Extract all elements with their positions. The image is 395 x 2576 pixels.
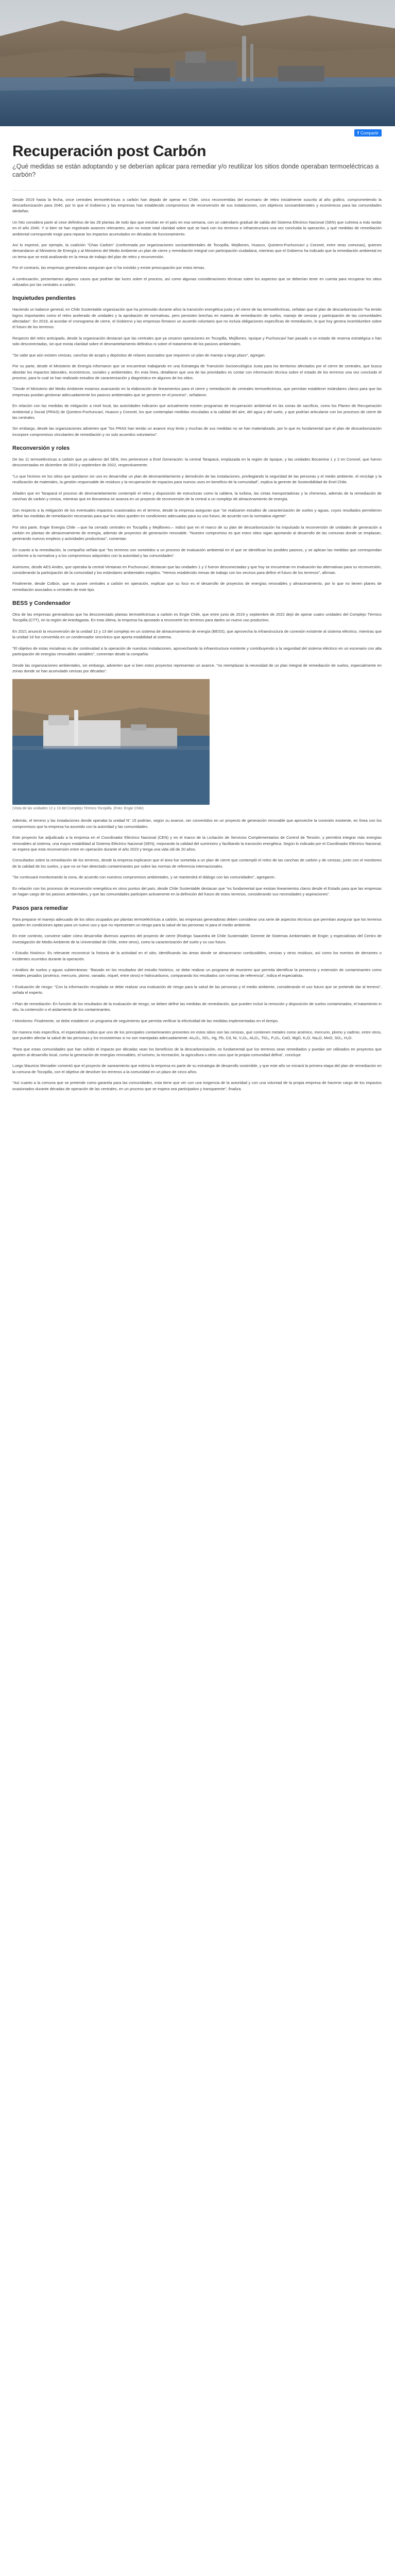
paragraph: • Evaluación de riesgo: "Con la información recopilada se debe realizar una evaluación de riesgo para la salud de las personas y el medio ambiente, considerando el uso futuro que se pretende dar al terreno", señala el experto. [12, 985, 382, 995]
section-heading: BESS y Condensador [12, 600, 71, 606]
paragraph: Finalmente, desde Colbún, que no posee centrales a carbón en operación, explican que su foco es el desarrollo de proyectos de energías renovables y almacenamiento, por lo que no tienen planes de remediación asociados a centrales de este tipo. [12, 581, 382, 592]
paragraph: • Monitoreo: Finalmente, se debe establecer un programa de seguimiento que permita verificar la efectividad de las medidas implementadas en el tiempo. [12, 1018, 279, 1023]
paragraph: Por otra parte, Engie Energía Chile —que ha cerrado centrales en Tocopilla y Mejillones— indicó que en el marco de su plan de descarbonización ha impulsado la reconversión de unidades de generación a carbón en plantas de almacenamiento de energía, además de proyectos de generación renovable. "Nuestro compromiso es que estos sitios sigan aportando al desarrollo de las comunas donde se emplazan, generando nuevos empleos y actividades productivas", comentan. [12, 524, 382, 541]
paragraph: Este proyecto fue adjudicado a la empresa en el Coordinador Eléctrico Nacional (CEN) y en el marco de la Licitación de Servicios Complementarios de Control de Tensión, y permitirá integrar más energías renovables al sistema, una mayor estabilidad al Sistema Eléctrico Nacional (SEN), mejorando la calidad del suministro y facilitando la transición energética. Según lo indicado por el Coordinador Eléctrico Nacional, se espera que esta reconversión entre en operación durante el año 2023 y tenga una vida útil de 20 años. [12, 835, 382, 852]
paragraph: En relación con las medidas de mitigación a nivel local, las autoridades indicaron que actualmente existen programas de recuperación ambiental en las zonas de sacrificio, como los Planes de Recuperación Ambiental y Social (PRAS) de Quintero-Puchuncaví, Huasco y Coronel, los que contemplan medidas vinculadas a la calidad del aire, del agua y del suelo, y que podrían articularse con los procesos de cierre de las centrales. [12, 403, 382, 420]
share-row [12, 128, 382, 138]
paragraph: En 2021 anunció la reconversión de la unidad 12 y 13 del complejo en un sistema de almacenamiento de energía (BESS), que aprovecha la infraestructura de conexión existente al sistema eléctrico, mientras que la unidad 16 fue convertida en un condensador sincrónico que aporta estabilidad al sistema. [12, 629, 382, 639]
divider [12, 190, 382, 191]
article [0, 128, 395, 1092]
paragraph: • Plan de remediación: En función de los resultados de la evaluación de riesgo, se deben definir las medidas de remediación, que pueden incluir la remoción y disposición de suelos contaminados, el tratamiento in situ, la contención o el aislamiento de los contaminantes. [12, 1002, 382, 1012]
paragraph: • Análisis de suelos y aguas subterráneas: "Basado en los resultados del estudio histórico, se debe realizar un programa de muestreo que permita identificar la presencia y extensión de contaminantes como metales pesados (arsénico, mercurio, plomo, vanadio, níquel, entre otros) e hidrocarburos, comparando los resultados con normas de referencia", indica el especialista. [12, 968, 382, 978]
article-subtitle: ¿Qué medidas se están adoptando y se deberían aplicar para remediar y/o reutilizar los sitios donde operaban termoeléctricas a carbón? [12, 163, 379, 178]
paragraph: Luego Mauricio Menadier comentó que el proyecto de saneamiento que estima la empresa es parte de su estrategia de desarrollo sostenible, y que este año se iniciará la primera etapa del plan de remediación en la comuna de Tocopilla, con el objetivo de devolver los terrenos a la comunidad en un plazo de cinco años. [12, 1063, 382, 1074]
paragraph: Por su parte, desde el Ministerio de Energía informaron que se encuentran trabajando en una Estrategia de Transición Socioecológica Justa para los territorios afectados por el cierre de centrales, que busca abordar los impactos laborales, económicos, sociales y ambientales. En esta línea, detallaron que una de las prioridades es contar con información técnica sobre el estado de los terrenos una vez concluido el proceso, para lo cual se han realizado estudios de caracterización y diagnóstico en algunos de los sitios. [12, 364, 382, 380]
tocopilla-complex-photo [12, 679, 210, 805]
figure-caption: (Vista de las unidades 12 y 13 del Complejo Térmico Tocopilla. (Foto: Engie Chile) [12, 807, 144, 811]
paragraph: Desde 2019 hasta la fecha, once centrales termoeléctricas a carbón han dejado de operar en Chile, cinco reconvertidas del escenario de retiro inicialmente suscrito al año gráfico, comprometiendo la descarbonización para 2040, por lo que el Gobierno y las empresas han establecido compromisos de reconversión de sus instalaciones, con objetivos socioambientales y económicos para las comunidades aledañas. [12, 197, 382, 214]
section-heading: Inquietudes pendientes [12, 295, 76, 302]
paragraph: Un hito considera parte al cese definitivo de las 28 plantas de todo tipo que existían en el país en esa semana, con un calendario gradual de salida del Sistema Eléctrico Nacional (SEN) que culmina a más tardar en el año 2040. Y si bien se han registrado avances relevantes, aún no existe total claridad sobre qué se hará con los terrenos e infraestructura una vez concluida la operación, y qué medidas de remediación ambiental corresponde exigir para reparar los impactos acumulados en décadas de funcionamiento. [12, 220, 382, 236]
paragraph: Además, el terreno y las instalaciones donde operaba la unidad N° 15 podrían, según su avance, ser convertidos en un proyecto de generación renovable que aproveche la conexión existente, en línea con los compromisos que la empresa ha asumido con la autoridad y las comunidades. [12, 818, 382, 829]
paragraph: De las 11 termoeléctricas a carbón que ya salieron del SEN, tres pertenecen a Enel Generación: la central Tarapacá, emplazada en la región de Iquique, y las unidades Bocamina 1 y 2 en Coronel, que fueron desconectadas en diciembre de 2019 y septiembre de 2022, respectivamente. [12, 456, 382, 468]
article-title: Recuperación post Carbón [12, 143, 207, 160]
paragraph: Consultados sobre la remediación de los terrenos, desde la empresa explicaron que el área fue sometida a un plan de cierre que contempló el retiro de las canchas de carbón y de cenizas, junto con el monitoreo de la calidad de los suelos, y que no se han detectado contaminantes por sobre las normas de referencia internacionales. [12, 858, 382, 869]
paragraph: Asimismo, desde AES Andes, que operaba la central Ventanas en Puchuncaví, destacan que las unidades 1 y 2 fueron desconectadas y que hoy se encuentran en evaluación las alternativas para su reconversión, considerando la participación de la comunidad y los estándares ambientales exigidos. "Hemos establecido mesas de trabajo con los vecinos para definir el futuro de los terrenos", afirman. [12, 564, 382, 575]
paragraph: Otra de las empresas generadoras que ha desconectado plantas termoeléctricas a carbón es Engie Chile, que entre junio de 2019 y septiembre de 2022 dejó de operar cuatro unidades del Complejo Térmico Tocopilla (CTT), en la región de Antofagasta. En esta última, la empresa ha apostado a reconvertir los terrenos para darles un nuevo uso productivo. [12, 612, 382, 623]
share-label: Compartir [360, 130, 379, 135]
paragraph: Para preparar el manejo adecuado de los sitios ocupados por plantas termoeléctricas a carbón, las empresas generadoras deben considerar una serie de aspectos técnicos que permitan asegurar que los terrenos queden en condiciones aptas para un nuevo uso y que no representen un riesgo para la salud de las personas ni para el medio ambiente. [12, 917, 382, 927]
paragraph: A continuación, presentamos algunos casos que podrían dar luces sobre el proceso, así como algunas consideraciones técnicas sobre los aspectos que se deberían tener en cuenta para recuperar los sitios utilizados por las centrales a carbón. [12, 277, 382, 287]
paragraph: De manera más específica, el especialista indica que uno de los principales contaminantes presentes en estos sitios son las cenizas, que contienen metales como arsénico, mercurio, plomo y cadmio, entre otros, que pueden afectar la salud de las personas y los ecosistemas si no son manejadas adecuadamente: As₂O₃, SO₄, Hg, Pb, Cd, Ni, V₂O₅, Al₂O₃, TiO₂, P₂O₅, CaO, MgO, K₂O, Na₂O, MnO, SO₃, H₂O. [12, 1029, 382, 1040]
paragraph: En este contexto, conviene saber cómo desarrollar diversos aspectos del proyecto de cierre (Rodrigo Saavedra de Chile Sustentable; Gerente de Sistemas Ambientales de Engie; y especialistas del Centro de Investigación de Medio Ambiente de la Universidad de Chile, entre otros), como la caracterización del suelo y su uso futuro. [12, 934, 382, 944]
paragraph: "Para que estas comunidades que han sufrido el impacto por décadas vean los beneficios de la descarbonización, es fundamental que los terrenos sean remediados y puedan ser utilizados en proyectos que aporten al desarrollo local, como la generación de energías renovables, el turismo, la recreación, la agricultura u otros usos que la propia comunidad defina", concluye. [12, 1046, 382, 1057]
paragraph: "Lo que hicimos en los sitios que quedaron sin uso es desarrollar un plan de desmantelamiento y demolición de las instalaciones, privilegiando la seguridad de las personas y el medio ambiente, el reciclaje y la reutilización de materiales, la gestión responsable de residuos y la recuperación de espacios para nuevos usos en beneficio de la comunidad", explica la gerente de Sostenibilidad de Enel Chile. [12, 473, 382, 484]
section-heading: Pasos para remediar [12, 905, 68, 911]
paragraph: Con respecto a la mitigación de los eventuales impactos ocasionados en el terreno, desde la empresa aseguran que "se realizaron estudios de caracterización de suelos y aguas, cuyos resultados permitieron definir las medidas de remediación necesarias para que los sitios queden en condiciones adecuadas para su uso futuro, de acuerdo con la normativa vigente". [12, 507, 382, 518]
paragraph: Respecto del retiro anticipado, desde la organización destacan que las centrales que ya cesaron operaciones en Tocopilla, Mejillones, Iquique y Puchuncaví han pasado a un estado de reserva estratégica o han sido desconectadas, sin que exista claridad sobre el desmantelamiento definitivo ni sobre el tratamiento de los pasivos ambientales. [12, 335, 382, 346]
facebook-icon: f [357, 130, 359, 135]
paragraph: En relación con los procesos de reconversión energética en otros puntos del país, desde Chile Sustentable destacan que "es fundamental que existan lineamientos claros desde el Estado para que las empresas se hagan cargo de los pasivos ambientales, y que las comunidades participen activamente en la definición del futuro de estos terrenos, considerando sus necesidades y aspiraciones". [12, 886, 382, 897]
paragraph: Por el contrario, las empresas generadoras aseguran que sí ha existido y existe preocupación por estos temas. [12, 265, 205, 270]
hero-image-power-plant-coast [0, 0, 395, 126]
paragraph: Desde las organizaciones ambientales, sin embargo, advierten que si bien estos proyectos representan un avance, "no reemplazan la necesidad de un plan integral de remediación de suelos, especialmente en zonas donde se han acumulado cenizas por décadas". [12, 663, 382, 673]
paragraph: Así lo expresó, por ejemplo, la coalición "Chao Carbón" (conformada por organizaciones socioambientales de Tocopilla, Mejillones, Huasco, Quintero-Puchuncaví y Coronel, entre otras comunas), quienes demandaron al Ministerio de Energía y al Ministerio del Medio Ambiente un plan de cierre y remediación integral con participación ciudadana, mientras que el Gobierno ha indicado que la remediación ambiental es un tema que se está analizando en la mesa de trabajo del plan de retiro y reconversión. [12, 243, 382, 259]
paragraph: Sin embargo, desde las organizaciones advierten que "los PRAS han tenido un avance muy lento y muchas de sus medidas no se han materializado, por lo que es fundamental que el plan de descarbonización incorpore compromisos vinculantes de remediación y no solo acuerdos voluntarios". [12, 426, 382, 437]
paragraph: "Se sabe que aún existen cenizas, canchas de acopio y depósitos de relaves asociados que requieren un plan de manejo a largo plazo", agregan. [12, 352, 266, 358]
paragraph: Añaden que en Tarapacá el proceso de desmantelamiento contempló el retiro y disposición de estructuras como la caldera, la turbina, las cintas transportadoras y la chimenea, además de la remediación de canchas de carbón y ceniza, mientras que en Bocamina se avanza en un proyecto de reconversión de la central a un complejo de almacenamiento de energía. [12, 490, 382, 501]
paragraph: "Desde el Ministerio del Medio Ambiente estamos avanzando en la elaboración de lineamientos para el cierre y remediación de centrales termoeléctricas, que permitan establecer estándares claros para que las empresas puedan gestionar adecuadamente los pasivos ambientales que se generen en el proceso", señalaron. [12, 386, 382, 397]
figure [12, 679, 382, 811]
facebook-share-button[interactable] [354, 129, 382, 137]
section-heading: Reconversión y roles [12, 445, 70, 451]
paragraph: Haciendo un balance general, en Chile Sustentable organización que ha promovido durante años la transición energética justa y el cierre de las termoeléctricas, señalan que el plan de descarbonización "ha tenido logros importantes como el retiro acelerado de unidades y la aprobación de normativas, pero persisten brechas en materia de remediación de suelos, manejo de cenizas y participación de las comunidades afectadas". En 2019, al acordar el cronograma de cierre, el Gobierno y las empresas firmaron un acuerdo voluntario que no incluía obligaciones específicas de remediación, lo que hoy genera incertidumbre sobre el futuro de los terrenos. [12, 307, 382, 330]
paragraph: "Así cuanto a la comuna que se pretende como garantía para las comunidades, esta tiene que ver con una exigencia de la autoridad y con una voluntad de la propia empresa de hacerse cargo de los impactos ocasionados durante décadas de operación de las centrales, en un proceso que se espera sea participativo y transparente", finaliza. [12, 1080, 382, 1091]
paragraph: • Estudio histórico: Es relevante reconstruir la historia de la actividad en el sitio, identificando las áreas donde se almacenaron combustibles, cenizas y otros residuos, así como los eventos de derrames o incidentes ocurridos durante la operación. [12, 951, 382, 961]
paragraph: "El objetivo de estas iniciativas es dar continuidad a la operación de nuestras instalaciones, aprovechando la infraestructura existente y contribuyendo a la seguridad del sistema eléctrico en un escenario con alta participación de energías renovables variables", comentan desde la compañía. [12, 646, 382, 656]
paragraph: En cuanto a la remediación, la compañía señala que "los terrenos son sometidos a un proceso de evaluación ambiental en el que se identifican los posibles pasivos, y se aplican las medidas que correspondan conforme a la normativa y a los compromisos adquiridos con la autoridad y las comunidades". [12, 547, 382, 558]
paragraph: "Se continuará monitoreando la zona, de acuerdo con nuestros compromisos ambientales, y se mantendrá el diálogo con las comunidades", agregaron. [12, 875, 276, 880]
